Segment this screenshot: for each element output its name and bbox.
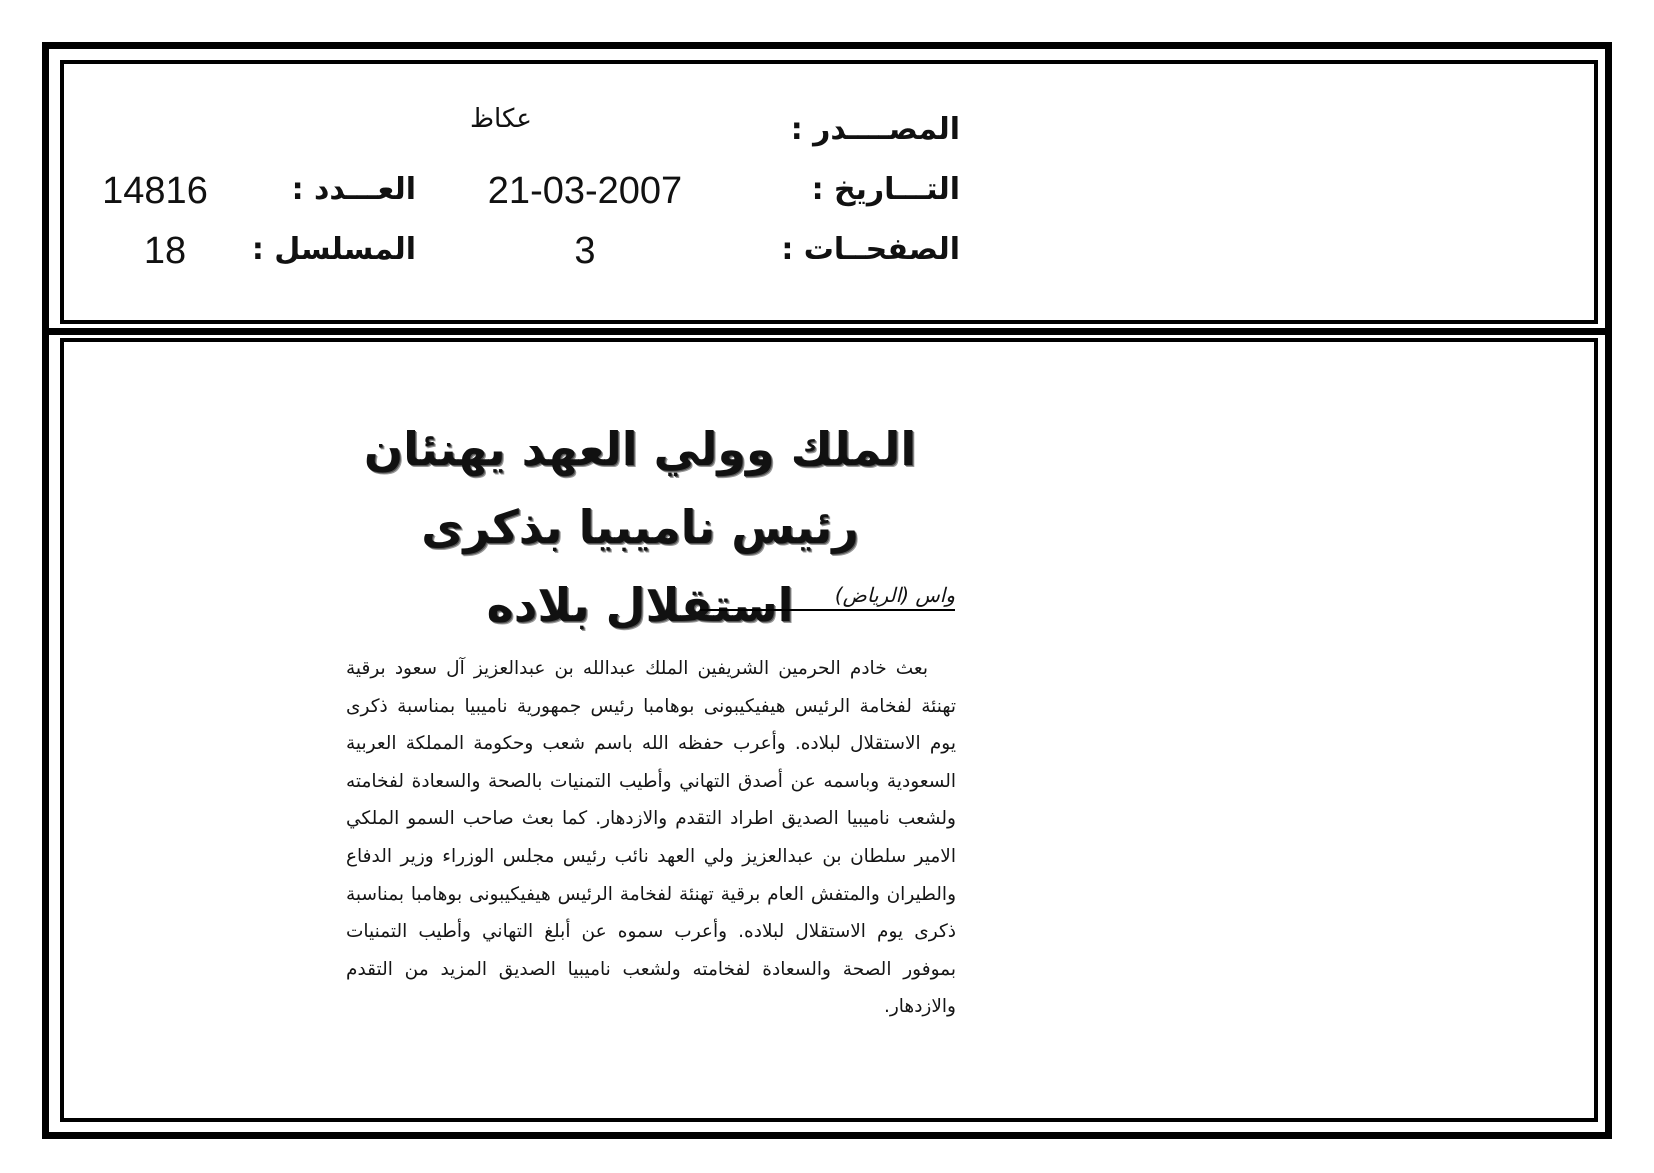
issue-value: 14816: [102, 170, 208, 212]
issue-label: العـــدد :: [291, 172, 416, 207]
divider-bar: [49, 328, 1605, 335]
article-byline: واس (الرياض): [700, 583, 955, 611]
article-headline: الملك وولي العهد يهنئان رئيس ناميبيا بذكرى استقلال بلاده: [363, 422, 917, 632]
serial-value: 18: [143, 230, 187, 272]
pages-label: الصفحــات :: [781, 232, 960, 267]
pages-value: 3: [574, 230, 596, 272]
date-value: 21-03-2007: [487, 170, 683, 212]
date-label: التـــاريخ :: [811, 172, 960, 207]
article-body: بعث خادم الحرمين الشريفين الملك عبدالله بن عبدالعزيز آل سعود برقية تهنئة لفخامة الرئيس هيفيكيبونى بوهامبا رئيس جمهورية ناميبيا بمناسبة ذكرى يوم الاستقلال لبلاده. وأعرب حفظه الله باسم شعب وحكومة المملكة العربية السعودية وباسمه عن أصدق التهاني وأطيب التمنيات بالصحة والسعادة لفخامته ولشعب ناميبيا الصديق اطراد التقدم والازدهار. كما بعث صاحب السمو الملكي الامير سلطان بن عبدالعزيز ولي العهد نائب رئيس مجلس الوزراء وزير الدفاع والطيران والمتفش العام برقية تهنئة لفخامة الرئيس هيفيكيبونى بوهامبا بمناسبة ذكرى يوم الاستقلال لبلاده. وأعرب سموه عن أبلغ التهاني وأطيب التمنيات بموفور الصحة والسعادة لفخامته ولشعب ناميبيا الصديق المزيد من التقدم والازدهار.: [346, 658, 956, 1018]
serial-label: المسلسل :: [251, 232, 416, 267]
source-value: عكاظ: [470, 104, 532, 134]
source-label: المصــــدر :: [790, 112, 960, 147]
